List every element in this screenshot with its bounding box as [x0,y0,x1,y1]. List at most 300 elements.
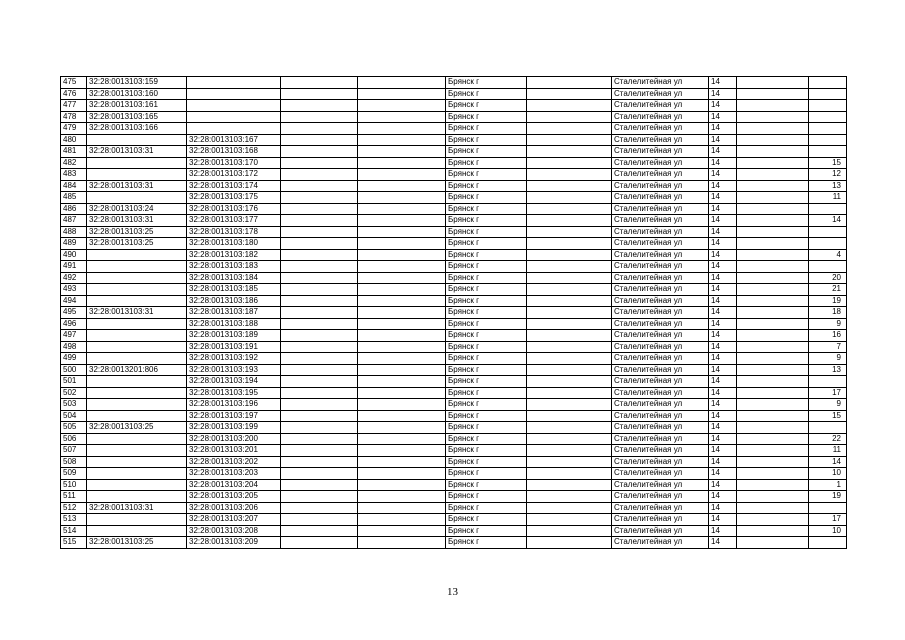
cell-col-5 [358,353,446,365]
table-row [61,123,847,135]
cell-col-4 [281,157,358,169]
cell-cadastral-number-parent: 32:28:0013103:159 [87,77,187,89]
table-row [61,272,847,284]
page-number: 13 [447,586,458,598]
table-row [61,341,847,353]
table-row [61,169,847,181]
cell-cadastral-number: 32:28:0013103:189 [187,330,281,342]
cell-row-number: 507 [61,445,87,457]
cell-col-10 [737,123,809,135]
cell-city: Брянск г [446,410,527,422]
cell-house-number: 14 [709,376,737,388]
cell-street: Сталелитейная ул [612,192,709,204]
cell-city: Брянск г [446,123,527,135]
cell-cadastral-number: 32:28:0013103:167 [187,134,281,146]
cell-col-10 [737,249,809,261]
cell-house-number: 14 [709,295,737,307]
cell-col-5 [358,307,446,319]
table-row [61,433,847,445]
cell-row-number: 510 [61,479,87,491]
cell-col-4 [281,295,358,307]
cell-col-10 [737,295,809,307]
cell-row-number: 494 [61,295,87,307]
cell-street: Сталелитейная ул [612,307,709,319]
cell-street: Сталелитейная ул [612,295,709,307]
cell-house-number: 14 [709,410,737,422]
cell-house-number: 14 [709,284,737,296]
cell-house-number: 14 [709,318,737,330]
cell-street: Сталелитейная ул [612,479,709,491]
cell-col-7 [527,111,612,123]
cell-cadastral-number-parent [87,249,187,261]
table-row [61,77,847,89]
cell-col-4 [281,134,358,146]
cell-city: Брянск г [446,456,527,468]
table-row [61,491,847,503]
table-row [61,422,847,434]
cell-col-10 [737,330,809,342]
cell-row-number: 502 [61,387,87,399]
cell-street: Сталелитейная ул [612,387,709,399]
cell-row-number: 504 [61,410,87,422]
cell-house-number: 14 [709,514,737,526]
cell-col-4 [281,146,358,158]
cell-street: Сталелитейная ул [612,100,709,112]
cell-col-5 [358,399,446,411]
cell-cadastral-number-parent [87,445,187,457]
cell-house-number: 14 [709,307,737,319]
table-row [61,514,847,526]
cell-cadastral-number-parent: 32:28:0013103:31 [87,215,187,227]
cell-col-4 [281,433,358,445]
cell-col-10 [737,456,809,468]
cell-col-7 [527,364,612,376]
cell-house-number: 14 [709,123,737,135]
cell-row-number: 512 [61,502,87,514]
cell-col-10 [737,134,809,146]
cell-cadastral-number: 32:28:0013103:183 [187,261,281,273]
cell-apartment-number: 9 [809,318,847,330]
cell-street: Сталелитейная ул [612,88,709,100]
cell-cadastral-number: 32:28:0013103:172 [187,169,281,181]
cell-cadastral-number-parent [87,134,187,146]
table-row [61,88,847,100]
cell-col-4 [281,479,358,491]
cell-col-5 [358,249,446,261]
cell-col-5 [358,445,446,457]
cell-row-number: 478 [61,111,87,123]
table-row [61,318,847,330]
cell-apartment-number [809,88,847,100]
cell-col-4 [281,88,358,100]
cell-apartment-number: 19 [809,295,847,307]
cell-row-number: 486 [61,203,87,215]
cell-row-number: 493 [61,284,87,296]
cell-col-7 [527,376,612,388]
cell-apartment-number: 11 [809,192,847,204]
cell-cadastral-number [187,77,281,89]
cell-col-7 [527,261,612,273]
cell-city: Брянск г [446,157,527,169]
cell-cadastral-number-parent [87,525,187,537]
cell-col-5 [358,272,446,284]
cell-col-10 [737,146,809,158]
table-row [61,330,847,342]
table-row [61,468,847,480]
cell-col-10 [737,468,809,480]
cell-house-number: 14 [709,353,737,365]
cell-row-number: 500 [61,364,87,376]
cell-apartment-number [809,146,847,158]
cell-col-5 [358,479,446,491]
cell-col-7 [527,77,612,89]
cell-col-5 [358,525,446,537]
cell-cadastral-number: 32:28:0013103:208 [187,525,281,537]
cell-col-10 [737,169,809,181]
cell-apartment-number: 14 [809,215,847,227]
cell-row-number: 491 [61,261,87,273]
cell-house-number: 14 [709,272,737,284]
cell-col-5 [358,341,446,353]
cell-col-7 [527,249,612,261]
table-row [61,203,847,215]
cell-col-7 [527,318,612,330]
cell-house-number: 14 [709,491,737,503]
cell-row-number: 501 [61,376,87,388]
cell-house-number: 14 [709,238,737,250]
cell-col-7 [527,445,612,457]
cell-city: Брянск г [446,272,527,284]
cell-city: Брянск г [446,514,527,526]
cell-street: Сталелитейная ул [612,134,709,146]
cell-col-5 [358,226,446,238]
cell-col-7 [527,387,612,399]
cell-apartment-number: 17 [809,514,847,526]
cell-col-5 [358,456,446,468]
cell-city: Брянск г [446,249,527,261]
table-row [61,399,847,411]
cell-col-4 [281,364,358,376]
cell-col-10 [737,88,809,100]
cell-house-number: 14 [709,364,737,376]
cell-house-number: 14 [709,111,737,123]
cell-col-4 [281,422,358,434]
cell-col-7 [527,203,612,215]
cell-street: Сталелитейная ул [612,226,709,238]
cell-col-10 [737,433,809,445]
cell-col-4 [281,249,358,261]
cell-row-number: 495 [61,307,87,319]
cell-col-10 [737,100,809,112]
cell-row-number: 505 [61,422,87,434]
cell-street: Сталелитейная ул [612,77,709,89]
cell-col-4 [281,203,358,215]
cell-row-number: 488 [61,226,87,238]
cell-col-10 [737,525,809,537]
cell-col-5 [358,410,446,422]
cell-apartment-number [809,422,847,434]
cell-col-7 [527,468,612,480]
cell-cadastral-number: 32:28:0013103:191 [187,341,281,353]
cell-col-10 [737,238,809,250]
cell-row-number: 499 [61,353,87,365]
cell-col-5 [358,422,446,434]
cell-cadastral-number-parent [87,479,187,491]
cell-row-number: 511 [61,491,87,503]
cell-col-4 [281,330,358,342]
cell-house-number: 14 [709,330,737,342]
cell-street: Сталелитейная ул [612,410,709,422]
cell-city: Брянск г [446,341,527,353]
cell-cadastral-number: 32:28:0013103:168 [187,146,281,158]
cell-street: Сталелитейная ул [612,353,709,365]
cell-street: Сталелитейная ул [612,456,709,468]
cell-col-7 [527,491,612,503]
cell-col-5 [358,376,446,388]
cell-col-10 [737,226,809,238]
cell-house-number: 14 [709,399,737,411]
cell-col-5 [358,468,446,480]
cell-col-7 [527,272,612,284]
cell-cadastral-number: 32:28:0013103:201 [187,445,281,457]
cell-house-number: 14 [709,226,737,238]
cell-house-number: 14 [709,341,737,353]
cell-street: Сталелитейная ул [612,445,709,457]
cell-apartment-number: 4 [809,249,847,261]
cell-cadastral-number-parent: 32:28:0013103:25 [87,422,187,434]
cell-house-number: 14 [709,422,737,434]
cell-apartment-number: 11 [809,445,847,457]
table-row [61,364,847,376]
cell-col-7 [527,169,612,181]
cell-cadastral-number-parent [87,468,187,480]
table-row [61,238,847,250]
cell-city: Брянск г [446,238,527,250]
cell-col-4 [281,123,358,135]
cell-col-10 [737,514,809,526]
cell-col-5 [358,387,446,399]
cell-col-7 [527,341,612,353]
cell-cadastral-number-parent [87,376,187,388]
cell-col-4 [281,284,358,296]
cell-row-number: 477 [61,100,87,112]
cell-col-4 [281,525,358,537]
cell-col-7 [527,192,612,204]
cell-house-number: 14 [709,88,737,100]
cell-city: Брянск г [446,180,527,192]
cell-house-number: 14 [709,433,737,445]
cell-cadastral-number-parent: 32:28:0013103:31 [87,307,187,319]
cell-apartment-number: 17 [809,387,847,399]
cell-street: Сталелитейная ул [612,169,709,181]
cell-cadastral-number-parent [87,295,187,307]
cell-col-10 [737,272,809,284]
table-row [61,192,847,204]
cell-house-number: 14 [709,249,737,261]
cell-col-5 [358,284,446,296]
cell-col-4 [281,238,358,250]
cell-cadastral-number [187,100,281,112]
table-row [61,445,847,457]
cell-street: Сталелитейная ул [612,272,709,284]
table-row [61,111,847,123]
cell-apartment-number [809,100,847,112]
cell-street: Сталелитейная ул [612,514,709,526]
cell-apartment-number: 15 [809,410,847,422]
cell-row-number: 514 [61,525,87,537]
cell-col-10 [737,376,809,388]
cell-cadastral-number: 32:28:0013103:197 [187,410,281,422]
cell-col-7 [527,238,612,250]
cell-col-5 [358,146,446,158]
cell-city: Брянск г [446,100,527,112]
cell-col-10 [737,364,809,376]
cell-col-10 [737,307,809,319]
cell-col-4 [281,491,358,503]
cell-city: Брянск г [446,192,527,204]
cell-city: Брянск г [446,537,527,549]
cell-col-4 [281,353,358,365]
cell-house-number: 14 [709,445,737,457]
cell-house-number: 14 [709,203,737,215]
cell-city: Брянск г [446,307,527,319]
cell-street: Сталелитейная ул [612,318,709,330]
cell-house-number: 14 [709,134,737,146]
cell-city: Брянск г [446,169,527,181]
cell-house-number: 14 [709,180,737,192]
cell-col-5 [358,157,446,169]
cell-city: Брянск г [446,491,527,503]
table-row [61,284,847,296]
cell-cadastral-number [187,123,281,135]
cell-cadastral-number-parent: 32:28:0013103:165 [87,111,187,123]
cell-col-5 [358,192,446,204]
cell-col-10 [737,537,809,549]
cell-cadastral-number-parent [87,272,187,284]
cell-row-number: 481 [61,146,87,158]
cell-street: Сталелитейная ул [612,123,709,135]
cell-col-7 [527,146,612,158]
cell-row-number: 489 [61,238,87,250]
cell-city: Брянск г [446,77,527,89]
cell-house-number: 14 [709,502,737,514]
table-row [61,295,847,307]
cell-cadastral-number: 32:28:0013103:194 [187,376,281,388]
cell-col-4 [281,100,358,112]
cell-street: Сталелитейная ул [612,146,709,158]
cell-street: Сталелитейная ул [612,157,709,169]
cell-col-10 [737,502,809,514]
cell-cadastral-number-parent [87,318,187,330]
cell-col-5 [358,77,446,89]
cell-col-4 [281,537,358,549]
cell-apartment-number: 21 [809,284,847,296]
cell-row-number: 503 [61,399,87,411]
cell-cadastral-number: 32:28:0013103:188 [187,318,281,330]
cell-cadastral-number-parent: 32:28:0013201:806 [87,364,187,376]
cell-cadastral-number-parent: 32:28:0013103:25 [87,226,187,238]
cell-street: Сталелитейная ул [612,537,709,549]
cell-house-number: 14 [709,100,737,112]
cell-apartment-number: 7 [809,341,847,353]
cell-col-4 [281,226,358,238]
cell-cadastral-number-parent: 32:28:0013103:160 [87,88,187,100]
cell-col-5 [358,134,446,146]
cell-house-number: 14 [709,146,737,158]
cell-city: Брянск г [446,502,527,514]
cell-cadastral-number-parent [87,399,187,411]
cell-city: Брянск г [446,445,527,457]
cell-apartment-number [809,238,847,250]
table-row [61,537,847,549]
cell-city: Брянск г [446,479,527,491]
cell-col-10 [737,491,809,503]
cell-col-7 [527,353,612,365]
cell-cadastral-number: 32:28:0013103:185 [187,284,281,296]
cell-col-10 [737,399,809,411]
cell-col-7 [527,180,612,192]
cell-apartment-number: 13 [809,180,847,192]
cell-city: Брянск г [446,261,527,273]
cell-apartment-number: 22 [809,433,847,445]
cell-city: Брянск г [446,376,527,388]
cell-apartment-number [809,502,847,514]
cell-cadastral-number: 32:28:0013103:177 [187,215,281,227]
cell-cadastral-number: 32:28:0013103:195 [187,387,281,399]
cell-street: Сталелитейная ул [612,422,709,434]
table-row [61,146,847,158]
cell-col-7 [527,307,612,319]
table-row [61,180,847,192]
table-row [61,387,847,399]
cell-row-number: 506 [61,433,87,445]
cell-house-number: 14 [709,77,737,89]
cell-cadastral-number: 32:28:0013103:178 [187,226,281,238]
cell-col-5 [358,295,446,307]
cell-house-number: 14 [709,215,737,227]
cell-col-5 [358,514,446,526]
cell-cadastral-number-parent: 32:28:0013103:31 [87,502,187,514]
cell-col-5 [358,169,446,181]
cell-row-number: 497 [61,330,87,342]
cell-col-7 [527,226,612,238]
cell-col-7 [527,399,612,411]
cell-col-4 [281,399,358,411]
cell-col-10 [737,387,809,399]
table-row [61,353,847,365]
cell-col-4 [281,307,358,319]
table-row [61,100,847,112]
cell-col-4 [281,376,358,388]
cell-cadastral-number-parent: 32:28:0013103:25 [87,238,187,250]
cell-street: Сталелитейная ул [612,433,709,445]
cell-apartment-number [809,261,847,273]
cell-apartment-number [809,537,847,549]
cell-cadastral-number: 32:28:0013103:186 [187,295,281,307]
cell-street: Сталелитейная ул [612,468,709,480]
cell-cadastral-number-parent: 32:28:0013103:24 [87,203,187,215]
cell-apartment-number: 15 [809,157,847,169]
cell-col-4 [281,180,358,192]
cell-street: Сталелитейная ул [612,376,709,388]
cell-city: Брянск г [446,468,527,480]
cell-city: Брянск г [446,134,527,146]
cell-col-7 [527,157,612,169]
table-row [61,134,847,146]
cell-house-number: 14 [709,468,737,480]
cell-col-10 [737,341,809,353]
cell-cadastral-number-parent [87,157,187,169]
